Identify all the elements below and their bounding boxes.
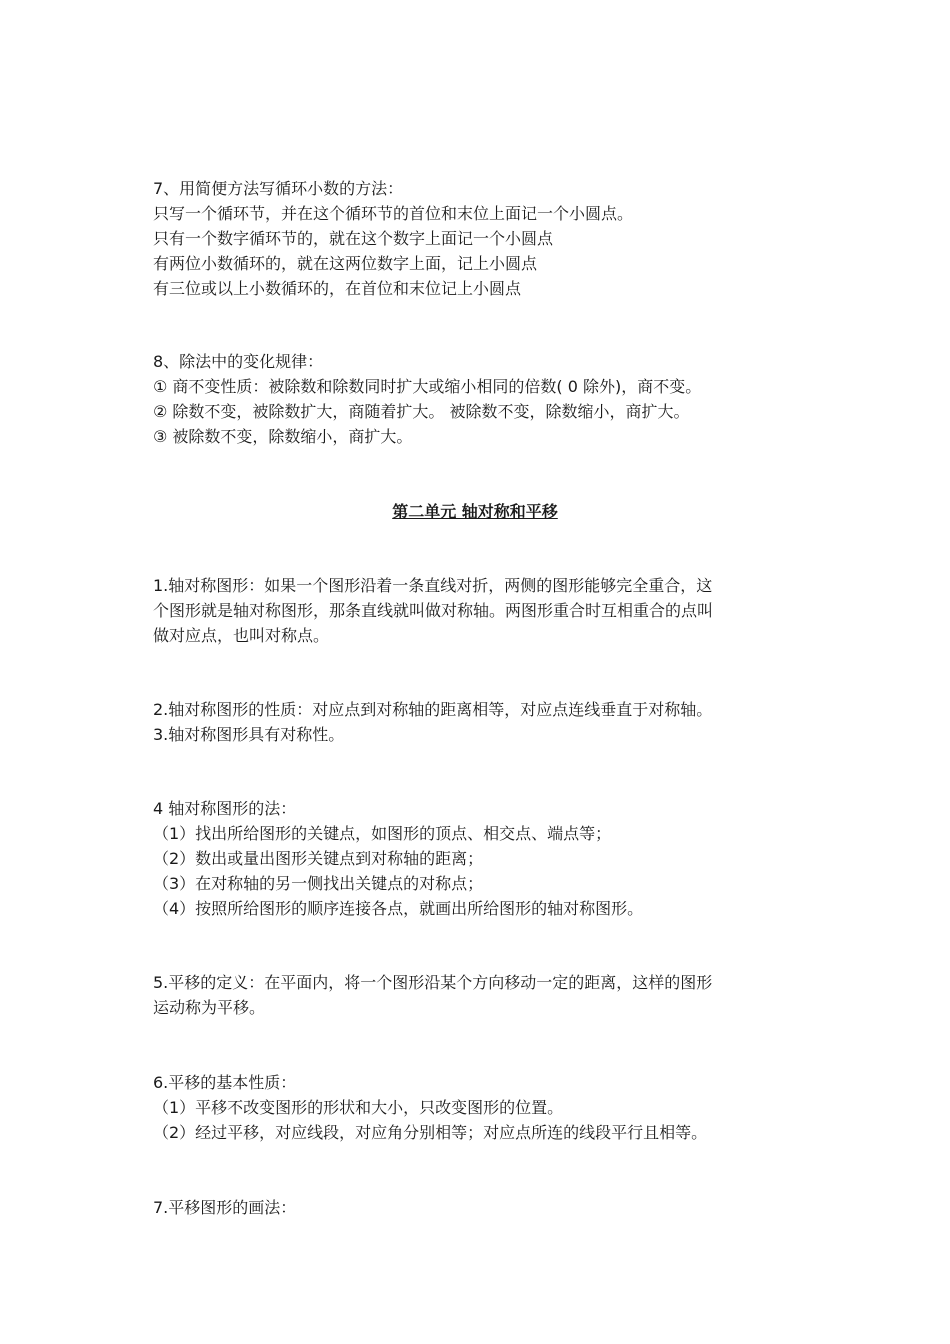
section-7-line-1: 只写一个循环节，并在这个循环节的首位和末位上面记一个小圆点。 bbox=[153, 204, 634, 223]
unit-2-title: 第二单元 轴对称和平移 bbox=[392, 502, 558, 521]
paragraph-3: 3.轴对称图形具有对称性。 bbox=[153, 725, 345, 744]
paragraph-4-step-3: （3）在对称轴的另一侧找出关键点的对称点； bbox=[153, 874, 484, 893]
paragraph-6-item-1: （1）平移不改变图形的形状和大小，只改变图形的位置。 bbox=[153, 1098, 564, 1117]
paragraph-5-line-1: 5.平移的定义：在平面内，将一个图形沿某个方向移动一定的距离，这样的图形 bbox=[153, 973, 713, 992]
paragraph-4-step-4: （4）按照所给图形的顺序连接各点，就画出所给图形的轴对称图形。 bbox=[153, 899, 644, 918]
section-8-line-1: ① 商不变性质：被除数和除数同时扩大或缩小相同的倍数( 0 除外)，商不变。 bbox=[153, 377, 702, 396]
paragraph-1-line-2: 个图形就是轴对称图形，那条直线就叫做对称轴。两图形重合时互相重合的点叫 bbox=[153, 601, 714, 620]
section-7-heading: 7、用简便方法写循环小数的方法： bbox=[153, 179, 404, 198]
paragraph-1-line-1: 1.轴对称图形：如果一个图形沿着一条直线对折，两侧的图形能够完全重合，这 bbox=[153, 576, 713, 595]
paragraph-7: 7.平移图形的画法： bbox=[153, 1198, 297, 1217]
section-8-line-2: ② 除数不变，被除数扩大，商随着扩大。 被除数不变，除数缩小，商扩大。 bbox=[153, 402, 690, 421]
paragraph-4-heading: 4 轴对称图形的法： bbox=[153, 799, 297, 818]
paragraph-4-step-2: （2）数出或量出图形关键点到对称轴的距离； bbox=[153, 849, 484, 868]
section-7-line-3: 有两位小数循环的，就在这两位数字上面，记上小圆点 bbox=[153, 254, 538, 273]
paragraph-4-step-1: （1）找出所给图形的关键点，如图形的顶点、相交点、端点等； bbox=[153, 824, 612, 843]
paragraph-5-line-2: 运动称为平移。 bbox=[153, 998, 266, 1017]
paragraph-6-heading: 6.平移的基本性质： bbox=[153, 1073, 297, 1092]
paragraph-1-line-3: 做对应点，也叫对称点。 bbox=[153, 626, 330, 645]
section-7-line-4: 有三位或以上小数循环的，在首位和末位记上小圆点 bbox=[153, 279, 522, 298]
paragraph-6-item-2: （2）经过平移，对应线段，对应角分别相等；对应点所连的线段平行且相等。 bbox=[153, 1123, 708, 1142]
paragraph-2: 2.轴对称图形的性质：对应点到对称轴的距离相等，对应点连线垂直于对称轴。 bbox=[153, 700, 713, 719]
section-7-line-2: 只有一个数字循环节的，就在这个数字上面记一个小圆点 bbox=[153, 229, 554, 248]
section-8-line-3: ③ 被除数不变，除数缩小，商扩大。 bbox=[153, 427, 413, 446]
section-8-heading: 8、除法中的变化规律： bbox=[153, 352, 324, 371]
